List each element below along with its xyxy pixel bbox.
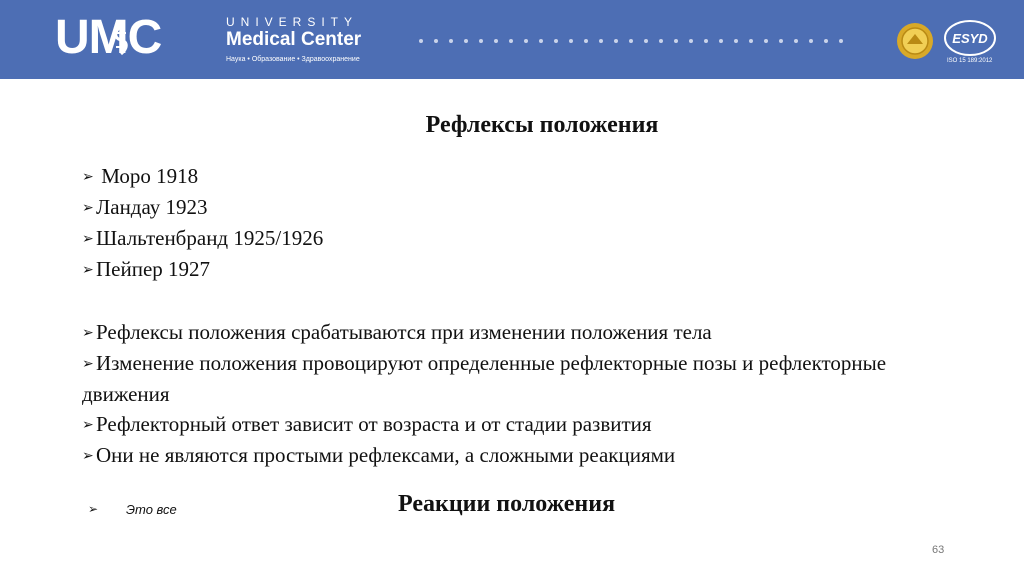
statements-list xyxy=(82,317,942,471)
esyd-badge-icon xyxy=(942,18,998,62)
esyd-badge-label: ESYD xyxy=(952,31,988,46)
list-item-text: Шальтенбранд 1925/1926 xyxy=(96,226,324,250)
arrow-bullet-icon: ➢ xyxy=(82,262,94,278)
list-item xyxy=(82,440,942,471)
list-item xyxy=(82,254,323,285)
arrow-bullet-icon: ➢ xyxy=(82,448,94,464)
arrow-bullet-icon: ➢ xyxy=(82,356,94,372)
iso-certification-text: ISO 15 189:2012 xyxy=(947,58,993,64)
arrow-bullet-icon: ➢ xyxy=(82,325,94,341)
logo-ornament-icon xyxy=(112,24,130,56)
decorative-dots xyxy=(418,38,850,44)
umc-logo-mark: UMC xyxy=(55,11,162,64)
footer-heading: Реакции положения xyxy=(398,491,616,517)
list-item xyxy=(82,317,942,348)
logo-tagline: Наука • Образование • Здравоохранение xyxy=(226,56,360,63)
arrow-bullet-icon: ➢ xyxy=(82,417,94,433)
list-item xyxy=(82,223,323,254)
logo-university-text: UNIVERSITY xyxy=(226,15,359,29)
list-item-text: Пейпер 1927 xyxy=(96,257,211,281)
authors-list xyxy=(82,161,323,285)
arrow-bullet-icon: ➢ xyxy=(88,502,99,516)
footer-note: Это все xyxy=(126,502,177,517)
header-band xyxy=(0,0,1024,79)
list-item xyxy=(82,161,323,192)
list-item-text: Рефлекторный ответ зависит от возраста и от стадии развития xyxy=(96,412,652,436)
page-number: 63 xyxy=(932,544,945,556)
list-item-text: Они не являются простыми рефлексами, а сложными реакциями xyxy=(96,443,676,467)
logo-medical-center-text: Medical Center xyxy=(226,29,362,50)
list-item-text: Изменение положения провоцируют определенные рефлекторные позы и рефлекторные движения xyxy=(82,351,887,406)
list-item xyxy=(82,348,942,409)
list-item xyxy=(82,409,942,440)
list-item-text: Рефлексы положения срабатываются при изменении положения тела xyxy=(96,320,712,344)
slide-title: Рефлексы положения xyxy=(425,112,659,138)
arrow-bullet-icon: ➢ xyxy=(82,200,94,216)
gold-seal-icon xyxy=(896,22,934,60)
arrow-bullet-icon: ➢ xyxy=(82,231,94,247)
list-item-text: Ландау 1923 xyxy=(96,195,208,219)
list-item xyxy=(82,192,323,223)
list-item-text: Моро 1918 xyxy=(96,164,199,188)
arrow-bullet-icon: ➢ xyxy=(82,169,94,185)
